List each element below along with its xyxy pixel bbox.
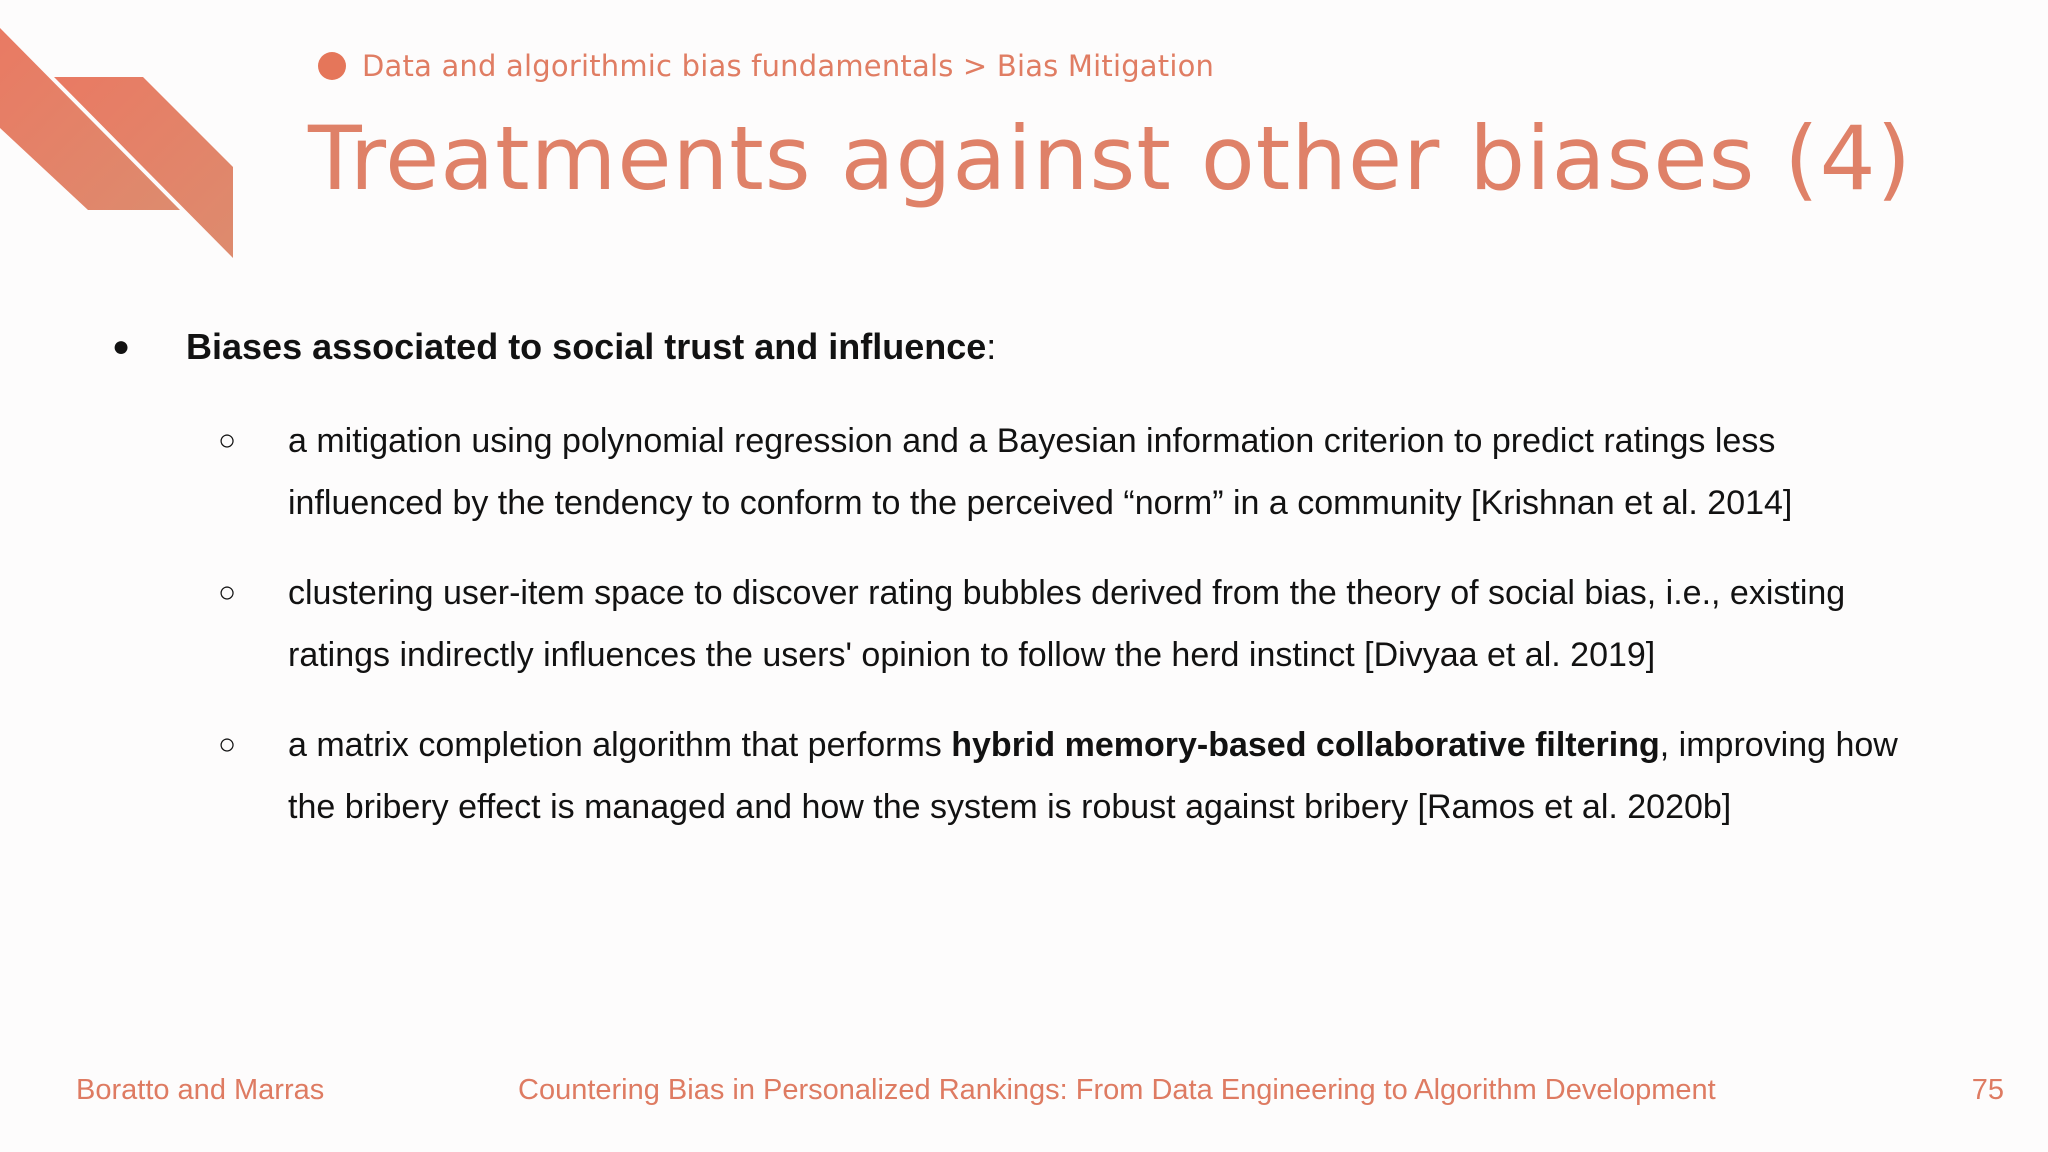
sub-bullet-text-bold: hybrid memory-based collaborative filtering <box>951 726 1660 764</box>
breadcrumb <box>318 44 1214 88</box>
slide-title: Treatments against other biases (4) <box>308 107 1912 210</box>
footer-page-number: 75 <box>1971 1074 2004 1106</box>
bullet-marker-icon: ● <box>112 330 131 363</box>
sub-bullet-text-before: a matrix completion algorithm that performs <box>288 726 952 764</box>
main-bullet-text <box>186 320 996 374</box>
footer-course-title: Countering Bias in Personalized Rankings: From Data Engineering to Algorithm Development <box>518 1074 1716 1106</box>
sub-bullet-marker-icon: ○ <box>218 576 237 609</box>
sub-bullet-text <box>288 714 1938 838</box>
footer-authors: Boratto and Marras <box>76 1074 325 1106</box>
sub-bullet-marker-icon: ○ <box>218 728 237 761</box>
main-bullet-label: Biases associated to social trust and influence <box>186 326 987 367</box>
sub-bullet-text: a mitigation using polynomial regression and a Bayesian information criterion to predict ratings less influenced by the tendency to conform to the perceived “norm” in a community [Krishnan et al. 2014] <box>288 422 1793 522</box>
sub-bullet-text: clustering user-item space to discover rating bubbles derived from the theory of social bias, i.e., existing ratings indirectly influences the users' opinion to follow the herd instinct [Divyaa et al. 2019] <box>288 574 1846 674</box>
breadcrumb-dot-icon <box>318 52 346 80</box>
breadcrumb-text: Data and algorithmic bias fundamentals > Bias Mitigation <box>362 49 1215 83</box>
main-bullet-colon: : <box>986 326 997 367</box>
sub-bullet-text-after: , improving how the bribery effect is managed and how the system is robust against bribery [Ramos et al. 2020b] <box>288 726 1898 826</box>
sub-bullet-marker-icon: ○ <box>218 424 237 457</box>
decorative-stripes-icon <box>0 0 240 270</box>
